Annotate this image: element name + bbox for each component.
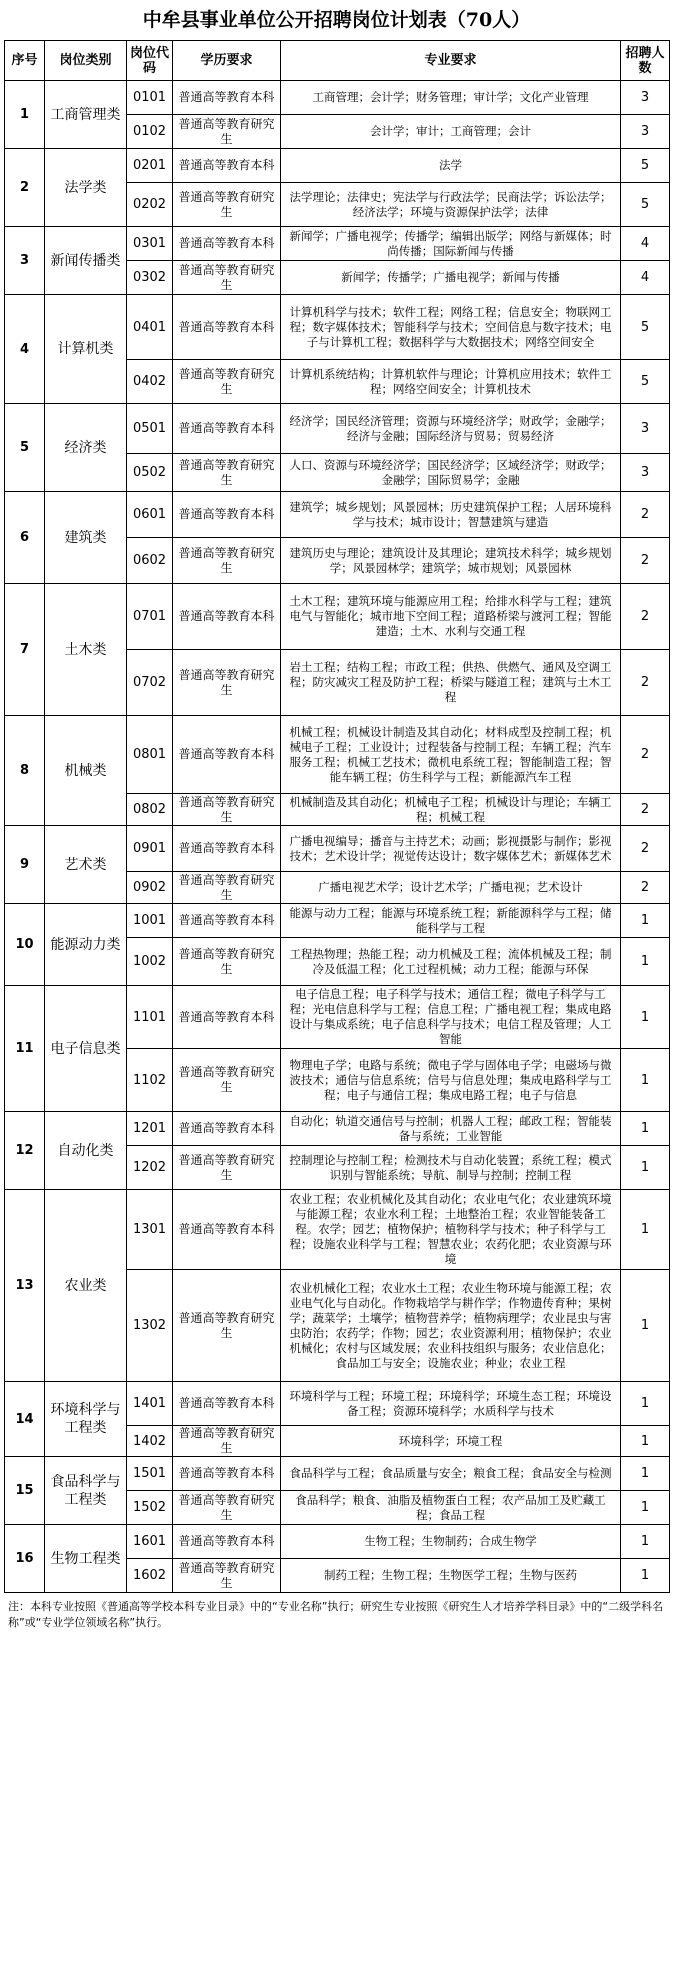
code-cell: 0702: [127, 650, 173, 716]
major-cell: 建筑学；城乡规划；风景园林；历史建筑保护工程；人居环境科学与技术；城市设计；智慧建筑与建造: [281, 492, 621, 538]
seq-cell: 13: [5, 1190, 45, 1382]
seq-cell: 1: [5, 81, 45, 149]
category-cell: 电子信息类: [45, 986, 127, 1112]
code-cell: 0202: [127, 183, 173, 227]
header-major: 专业要求: [281, 41, 621, 81]
table-row: [5, 81, 670, 115]
education-cell: 普通高等教育本科: [173, 1457, 281, 1491]
education-cell: 普通高等教育本科: [173, 1190, 281, 1270]
major-cell: 生物工程；生物制药；合成生物学: [281, 1525, 621, 1559]
major-cell: 电子信息工程；电子科学与技术；通信工程；微电子科学与工程；光电信息科学与工程；信息工程；广播电视工程；集成电路设计与集成系统；电子信息科学与技术；电信工程及管理；人工智能: [281, 986, 621, 1049]
category-cell: 新闻传播类: [45, 227, 127, 295]
education-cell: 普通高等教育研究生: [173, 1146, 281, 1190]
count-cell: 1: [621, 904, 670, 938]
count-cell: 5: [621, 149, 670, 183]
education-cell: 普通高等教育研究生: [173, 650, 281, 716]
code-cell: 1602: [127, 1559, 173, 1593]
education-cell: 普通高等教育研究生: [173, 115, 281, 149]
table-row: [5, 149, 670, 183]
major-cell: 广播电视编导；播音与主持艺术；动画；影视摄影与制作；影视技术；艺术设计学；视觉传达设计；数字媒体艺术；新媒体艺术: [281, 826, 621, 872]
count-cell: 1: [621, 1559, 670, 1593]
code-cell: 0201: [127, 149, 173, 183]
major-cell: 新闻学；广播电视学；传播学；编辑出版学；网络与新媒体；时尚传播；国际新闻与传播: [281, 227, 621, 261]
seq-cell: 8: [5, 716, 45, 826]
education-cell: 普通高等教育研究生: [173, 872, 281, 904]
count-cell: 4: [621, 227, 670, 261]
major-cell: 能源与动力工程；能源与环境系统工程；新能源科学与工程；储能科学与工程: [281, 904, 621, 938]
category-cell: 工商管理类: [45, 81, 127, 149]
major-cell: 农业工程；农业机械化及其自动化；农业电气化；农业建筑环境与能源工程；农业水利工程；土地整治工程；农业智能装备工程。农学；园艺；植物保护；植物科学与技术；种子科学与工程；设施农业科学与工程；智慧农业；农药化肥；农业资源与环境: [281, 1190, 621, 1270]
education-cell: 普通高等教育研究生: [173, 454, 281, 492]
major-cell: 自动化；轨道交通信号与控制；机器人工程；邮政工程；智能装备与系统；工业智能: [281, 1112, 621, 1146]
education-cell: 普通高等教育本科: [173, 295, 281, 360]
code-cell: 0401: [127, 295, 173, 360]
table-row: [5, 227, 670, 261]
table-row: [5, 904, 670, 938]
code-cell: 0101: [127, 81, 173, 115]
education-cell: 普通高等教育研究生: [173, 1491, 281, 1525]
major-cell: 经济学；国民经济管理；资源与环境经济学；财政学；金融学；经济与金融；国际经济与贸易；贸易经济: [281, 404, 621, 454]
count-cell: 3: [621, 81, 670, 115]
count-cell: 2: [621, 538, 670, 584]
table-row: [5, 492, 670, 538]
major-cell: 控制理论与控制工程；检测技术与自动化装置；系统工程；模式识别与智能系统；导航、制导与控制；控制工程: [281, 1146, 621, 1190]
code-cell: 0602: [127, 538, 173, 584]
code-cell: 0501: [127, 404, 173, 454]
header-row: [5, 41, 670, 81]
count-cell: 5: [621, 295, 670, 360]
count-cell: 1: [621, 938, 670, 986]
education-cell: 普通高等教育研究生: [173, 1270, 281, 1382]
count-cell: 5: [621, 183, 670, 227]
major-cell: 物理电子学；电路与系统；微电子学与固体电子学；电磁场与微波技术；通信与信息系统；信号与信息处理；集成电路科学与工程；电子与通信工程；集成电路工程；电子与信息: [281, 1049, 621, 1112]
table-row: [5, 826, 670, 872]
major-cell: 法学: [281, 149, 621, 183]
table-row: [5, 404, 670, 454]
code-cell: 0102: [127, 115, 173, 149]
education-cell: 普通高等教育本科: [173, 904, 281, 938]
page-title: 中牟县事业单位公开招聘岗位计划表（70人）: [142, 9, 531, 31]
education-cell: 普通高等教育研究生: [173, 1049, 281, 1112]
count-cell: 2: [621, 650, 670, 716]
education-cell: 普通高等教育研究生: [173, 1559, 281, 1593]
seq-cell: 11: [5, 986, 45, 1112]
code-cell: 0301: [127, 227, 173, 261]
count-cell: 3: [621, 454, 670, 492]
count-cell: 1: [621, 1190, 670, 1270]
major-cell: 土木工程；建筑环境与能源应用工程；给排水科学与工程；建筑电气与智能化；城市地下空间工程；道路桥梁与渡河工程；智能建造；土木、水利与交通工程: [281, 584, 621, 650]
count-cell: 1: [621, 1382, 670, 1426]
code-cell: 0502: [127, 454, 173, 492]
category-cell: 自动化类: [45, 1112, 127, 1190]
code-cell: 1101: [127, 986, 173, 1049]
education-cell: 普通高等教育本科: [173, 1525, 281, 1559]
table-row: [5, 1112, 670, 1146]
footnote: 注：本科专业按照《普通高等学校本科专业目录》中的“专业名称”执行；研究生专业按照《研究生人才培养学科目录》中的“二级学科名称”或“专业学位领域名称”执行。: [8, 1600, 664, 1629]
code-cell: 0402: [127, 360, 173, 404]
seq-cell: 6: [5, 492, 45, 584]
count-cell: 1: [621, 986, 670, 1049]
education-cell: 普通高等教育本科: [173, 149, 281, 183]
table-row: [5, 1382, 670, 1426]
table-row: [5, 1190, 670, 1270]
category-cell: 建筑类: [45, 492, 127, 584]
education-cell: 普通高等教育本科: [173, 81, 281, 115]
seq-cell: 5: [5, 404, 45, 492]
education-cell: 普通高等教育研究生: [173, 538, 281, 584]
seq-cell: 7: [5, 584, 45, 716]
category-cell: 环境科学与工程类: [45, 1382, 127, 1457]
count-cell: 2: [621, 826, 670, 872]
code-cell: 1102: [127, 1049, 173, 1112]
code-cell: 1202: [127, 1146, 173, 1190]
education-cell: 普通高等教育本科: [173, 227, 281, 261]
category-cell: 经济类: [45, 404, 127, 492]
education-cell: 普通高等教育研究生: [173, 938, 281, 986]
category-cell: 机械类: [45, 716, 127, 826]
seq-cell: 12: [5, 1112, 45, 1190]
education-cell: 普通高等教育研究生: [173, 261, 281, 295]
header-category: 岗位类别: [45, 41, 127, 81]
education-cell: 普通高等教育研究生: [173, 794, 281, 826]
count-cell: 1: [621, 1270, 670, 1382]
education-cell: 普通高等教育本科: [173, 716, 281, 794]
education-cell: 普通高等教育研究生: [173, 360, 281, 404]
category-cell: 生物工程类: [45, 1525, 127, 1593]
major-cell: 制药工程；生物工程；生物医学工程；生物与医药: [281, 1559, 621, 1593]
count-cell: 1: [621, 1049, 670, 1112]
seq-cell: 9: [5, 826, 45, 904]
code-cell: 1201: [127, 1112, 173, 1146]
table-row: [5, 986, 670, 1049]
code-cell: 1002: [127, 938, 173, 986]
seq-cell: 3: [5, 227, 45, 295]
category-cell: 农业类: [45, 1190, 127, 1382]
code-cell: 1601: [127, 1525, 173, 1559]
count-cell: 3: [621, 404, 670, 454]
major-cell: 计算机系统结构；计算机软件与理论；计算机应用技术；软件工程；网络空间安全；计算机技术: [281, 360, 621, 404]
major-cell: 广播电视艺术学；设计艺术学；广播电视；艺术设计: [281, 872, 621, 904]
count-cell: 2: [621, 716, 670, 794]
header-code: 岗位代码: [127, 41, 173, 81]
count-cell: 2: [621, 492, 670, 538]
major-cell: 会计学；审计；工商管理；会计: [281, 115, 621, 149]
code-cell: 0302: [127, 261, 173, 295]
count-cell: 2: [621, 794, 670, 826]
header-count: 招聘人数: [621, 41, 670, 81]
major-cell: 人口、资源与环境经济学；国民经济学；区域经济学；财政学；金融学；国际贸易学；金融: [281, 454, 621, 492]
count-cell: 3: [621, 115, 670, 149]
major-cell: 新闻学；传播学；广播电视学；新闻与传播: [281, 261, 621, 295]
code-cell: 0902: [127, 872, 173, 904]
count-cell: 1: [621, 1491, 670, 1525]
code-cell: 1001: [127, 904, 173, 938]
count-cell: 1: [621, 1525, 670, 1559]
category-cell: 艺术类: [45, 826, 127, 904]
seq-cell: 10: [5, 904, 45, 986]
header-seq: 序号: [5, 41, 45, 81]
seq-cell: 16: [5, 1525, 45, 1593]
count-cell: 1: [621, 1426, 670, 1457]
education-cell: 普通高等教育本科: [173, 986, 281, 1049]
education-cell: 普通高等教育本科: [173, 492, 281, 538]
seq-cell: 2: [5, 149, 45, 227]
code-cell: 1402: [127, 1426, 173, 1457]
count-cell: 1: [621, 1146, 670, 1190]
header-education: 学历要求: [173, 41, 281, 81]
seq-cell: 4: [5, 295, 45, 404]
category-cell: 法学类: [45, 149, 127, 227]
major-cell: 环境科学与工程；环境工程；环境科学；环境生态工程；环境设备工程；资源环境科学；水质科学与技术: [281, 1382, 621, 1426]
count-cell: 4: [621, 261, 670, 295]
major-cell: 计算机科学与技术；软件工程；网络工程；信息安全；物联网工程；数字媒体技术；智能科学与技术；空间信息与数字技术；电子与计算机工程；数据科学与大数据技术；网络空间安全: [281, 295, 621, 360]
count-cell: 1: [621, 1112, 670, 1146]
major-cell: 食品科学；粮食、油脂及植物蛋白工程；农产品加工及贮藏工程；食品工程: [281, 1491, 621, 1525]
education-cell: 普通高等教育本科: [173, 584, 281, 650]
category-cell: 食品科学与工程类: [45, 1457, 127, 1525]
category-cell: 土木类: [45, 584, 127, 716]
recruitment-table: [4, 40, 670, 1593]
major-cell: 机械工程；机械设计制造及其自动化；材料成型及控制工程；机械电子工程；工业设计；过程装备与控制工程；车辆工程；汽车服务工程；机械工艺技术；微机电系统工程；智能制造工程；智能车辆工程；仿生科学与工程；新能源汽车工程: [281, 716, 621, 794]
table-body: [5, 81, 670, 1593]
education-cell: 普通高等教育本科: [173, 826, 281, 872]
seq-cell: 14: [5, 1382, 45, 1457]
category-cell: 计算机类: [45, 295, 127, 404]
seq-cell: 15: [5, 1457, 45, 1525]
table-row: [5, 1525, 670, 1559]
code-cell: 0701: [127, 584, 173, 650]
education-cell: 普通高等教育本科: [173, 1112, 281, 1146]
code-cell: 1401: [127, 1382, 173, 1426]
count-cell: 2: [621, 872, 670, 904]
count-cell: 2: [621, 584, 670, 650]
major-cell: 工程热物理；热能工程；动力机械及工程；流体机械及工程；制冷及低温工程；化工过程机械；动力工程；能源与环保: [281, 938, 621, 986]
major-cell: 环境科学；环境工程: [281, 1426, 621, 1457]
education-cell: 普通高等教育研究生: [173, 1426, 281, 1457]
education-cell: 普通高等教育研究生: [173, 183, 281, 227]
major-cell: 农业机械化工程；农业水土工程；农业生物环境与能源工程；农业电气化与自动化。作物栽培学与耕作学；作物遗传育种；果树学；蔬菜学；土壤学；植物营养学；植物病理学；农业昆虫与害虫防治；农药学；作物；园艺；农业资源利用；植物保护；农业机械化；农村与区域发展；农业科技组织与服务；农业信息化；食品加工与安全；设施农业；种业；农业工程: [281, 1270, 621, 1382]
table-row: [5, 716, 670, 794]
code-cell: 0601: [127, 492, 173, 538]
major-cell: 工商管理；会计学；财务管理；审计学；文化产业管理: [281, 81, 621, 115]
major-cell: 机械制造及其自动化；机械电子工程；机械设计与理论；车辆工程；机械工程: [281, 794, 621, 826]
category-cell: 能源动力类: [45, 904, 127, 986]
major-cell: 法学理论；法律史；宪法学与行政法学；民商法学；诉讼法学；经济法学；环境与资源保护法学；法律: [281, 183, 621, 227]
table-row: [5, 295, 670, 360]
code-cell: 0901: [127, 826, 173, 872]
code-cell: 1302: [127, 1270, 173, 1382]
code-cell: 1501: [127, 1457, 173, 1491]
table-row: [5, 1457, 670, 1491]
code-cell: 1301: [127, 1190, 173, 1270]
code-cell: 1502: [127, 1491, 173, 1525]
code-cell: 0802: [127, 794, 173, 826]
count-cell: 1: [621, 1457, 670, 1491]
education-cell: 普通高等教育本科: [173, 404, 281, 454]
education-cell: 普通高等教育本科: [173, 1382, 281, 1426]
table-row: [5, 584, 670, 650]
code-cell: 0801: [127, 716, 173, 794]
major-cell: 食品科学与工程；食品质量与安全；粮食工程；食品安全与检测: [281, 1457, 621, 1491]
major-cell: 建筑历史与理论；建筑设计及其理论；建筑技术科学；城乡规划学；风景园林学；建筑学；城市规划；风景园林: [281, 538, 621, 584]
major-cell: 岩土工程；结构工程；市政工程；供热、供燃气、通风及空调工程；防灾减灾工程及防护工程；桥梁与隧道工程；建筑与土木工程: [281, 650, 621, 716]
count-cell: 5: [621, 360, 670, 404]
